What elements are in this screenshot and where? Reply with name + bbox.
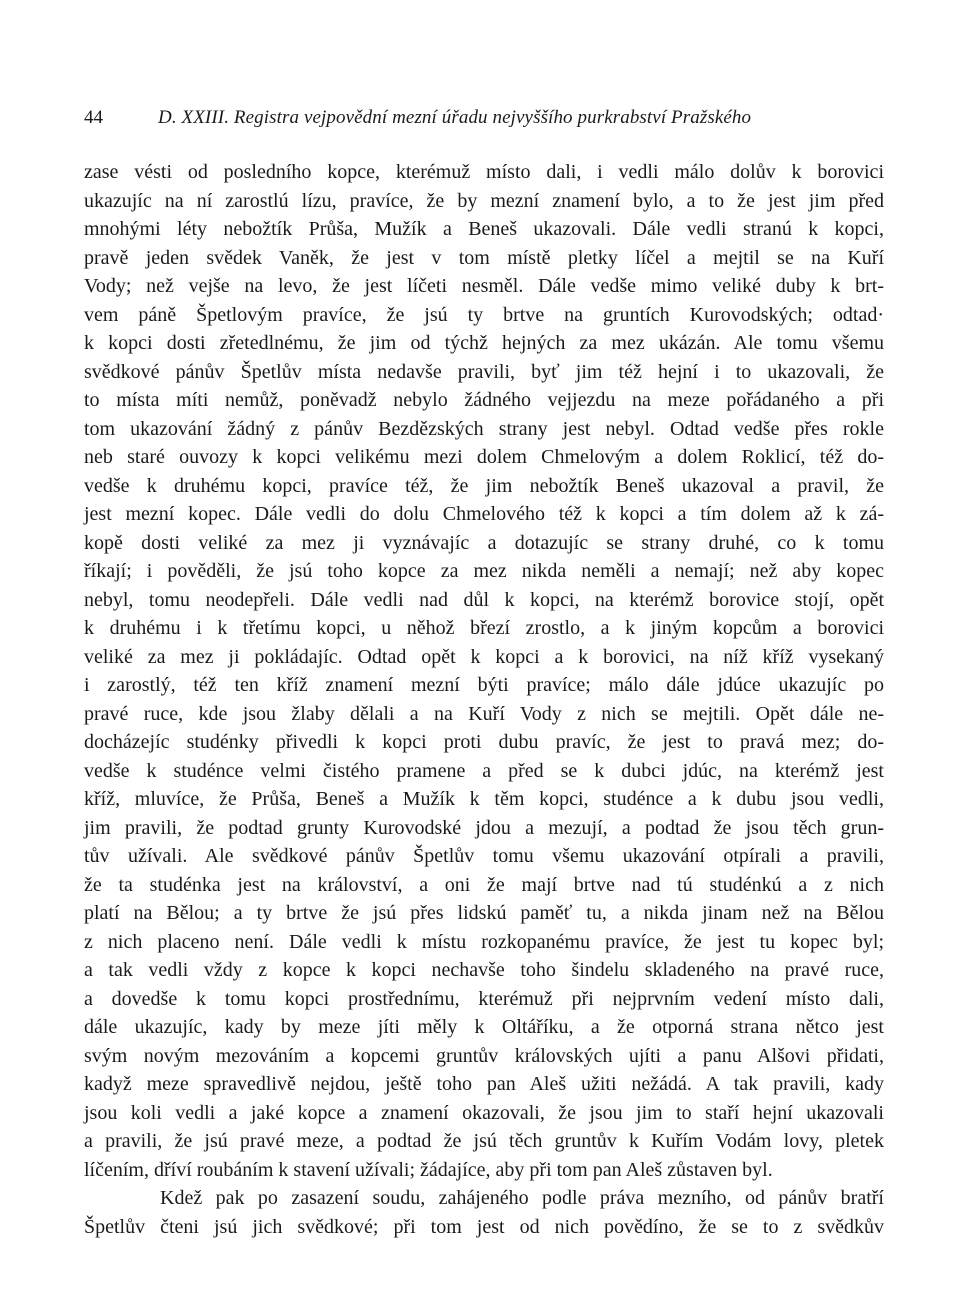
text-line: ukazujíc na ní zarostlú lízu, pravíce, že by mezní znamení bylo, a to že jest jim před	[84, 189, 884, 212]
text-line: a pravili, že jsú pravé meze, a podtad že jsú těch gruntův k Kuřím Vodám lovy, pletek	[84, 1130, 884, 1152]
text-line: že ta studénka jest na království, a oni že mají brtve nad tú studénkú a z nich	[84, 873, 884, 896]
text-line: a tak vedli vždy z kopce k kopci nechavše toho šindelu skladeného na pravé ruce,	[84, 959, 884, 981]
text-line: svědkové pánův Špetlův místa nedavše pravili, byť jim též hejní i to ukazovali, že	[84, 360, 884, 383]
text-line: kadyž meze spravedlivě nejdou, ještě toho pan Aleš užiti nežádá. A tak pravili, kady	[84, 1073, 884, 1095]
text-line: Vody; než vejše na levo, že jest líčeti nesměl. Dále vedše mimo veliké duby k brt-	[84, 275, 884, 297]
text-line: neb staré ouvozy k kopci velikému mezi dolem Chmelovým a dolem Roklicí, též do-	[84, 446, 884, 468]
text-line: z nich placeno není. Dále vedli k místu rozkopanému pravíce, že jest tu kopec byl;	[84, 930, 884, 953]
text-line: Kdež pak po zasazení soudu, zahájeného podle práva mezního, od pánův bratří	[160, 1187, 884, 1209]
text-line: vem páně Špetlovým pravíce, že jsú ty brtve na gruntích Kurovodských; odtad·	[84, 303, 884, 326]
page-number: 44	[84, 107, 103, 128]
text-line: jsou koli vedli a jaké kopce a znamení okazovali, že jsou jim to staří hejní ukazovali	[84, 1101, 884, 1124]
text-line: to místa míti nemůž, poněvadž nebylo žádného vejjezdu na meze pořádaného a při	[84, 389, 884, 411]
text-line: a dovedše k tomu kopci prostřednímu, kterémuž při nejprvním vedení místo dali,	[84, 987, 884, 1010]
text-line: i zarostlý, též ten kříž znamení mezní býti pravíce; málo dále jdúce ukazujíc po	[84, 674, 884, 696]
text-line: kříž, mluvíce, že Průša, Beneš a Mužík k těm kopci, studénce a k dubu jsou vedli,	[84, 788, 884, 810]
body-text	[84, 158, 884, 1241]
text-line: nebyl, tomu neodepřeli. Dále vedli nad důl k kopci, na kterémž borovice stojí, opět	[84, 588, 884, 611]
text-line: mnohými léty nebožtík Průša, Mužík a Beneš ukazovali. Dále vedli stranú k kopci,	[84, 218, 884, 240]
text-line: dále ukazujíc, kady by meze jíti měly k Oltáříku, a že otporná strana nětco jest	[84, 1016, 884, 1038]
text-line: veliké za mez ji pokládajíc. Odtad opět k kopci a k borovici, na níž kříž vysekaný	[84, 645, 884, 668]
text-line: pravě jeden svědek Vaněk, že jest v tom místě pletky líčel a mejtil se na Kuří	[84, 246, 884, 269]
text-line: k kopci dosti zřetedlnému, že jim od týchž hejných za mez ukázán. Ale tomu všemu	[84, 332, 884, 354]
text-line: k druhému i k třetímu kopci, u něhož březí zrostlo, a k jiným kopcům a borovici	[84, 617, 884, 639]
text-line: tom ukazování žádný z pánův Bezdězských strany jest nebyl. Odtad vedše přes rokle	[84, 417, 884, 440]
text-line: svým novým mezováním a kopcemi gruntův královských ujíti a panu Alšovi přidati,	[84, 1044, 884, 1067]
text-line: platí na Bělou; a ty brtve že jsú přes lidskú paměť tu, a nikda jinam než na Bělou	[84, 902, 884, 924]
text-line: jim pravili, že podtad grunty Kurovodské jdou a mezují, a podtad že jsou těch grun-	[84, 816, 884, 839]
text-line: líčením, dříví roubáním k stavení užívali; žádajíce, aby při tom pan Aleš zůstaven byl.	[84, 1158, 773, 1181]
text-line: tův užívali. Ale svědkové pánův Špetlův tomu všemu ukazování otpírali a pravili,	[84, 845, 884, 867]
text-line: pravé ruce, kde jsou žlaby dělali a na Kuří Vody z nich se mejtili. Opět dále ne-	[84, 702, 884, 725]
text-line: jest mezní kopec. Dále vedli do dolu Chmelového též k kopci a tím dolem až k zá-	[84, 503, 884, 525]
running-head-title: D. XXIII. Registra vejpovědní mezní úřadu nejvyššího purkrabství Pražského	[158, 107, 752, 128]
running-head	[84, 104, 884, 132]
text-line: zase vésti od posledního kopce, kterémuž místo dali, i vedli málo dolův k borovici	[84, 161, 884, 183]
text-line: kopě dosti veliké za mez ji vyznávajíc a dotazujíc se strany druhé, co k tomu	[84, 531, 884, 554]
text-line: vedše k studénce velmi čistého pramene a před se k dubci jdúc, na kterémž jest	[84, 759, 884, 782]
text-line: Špetlův čteni jsú jich svědkové; při tom jest od nich povědíno, že se to z svědkův	[84, 1215, 884, 1238]
text-line: říkají; i pověděli, že jsú toho kopce za mez nikda neměli a nemají; než aby kopec	[84, 560, 884, 582]
text-line: docházejíc studénky přivedli k kopci proti dubu pravíc, že jest to pravá mez; do-	[84, 731, 884, 753]
text-line: vedše k druhému kopci, pravíce též, že jim nebožtík Beneš ukazoval a pravil, že	[84, 474, 884, 497]
